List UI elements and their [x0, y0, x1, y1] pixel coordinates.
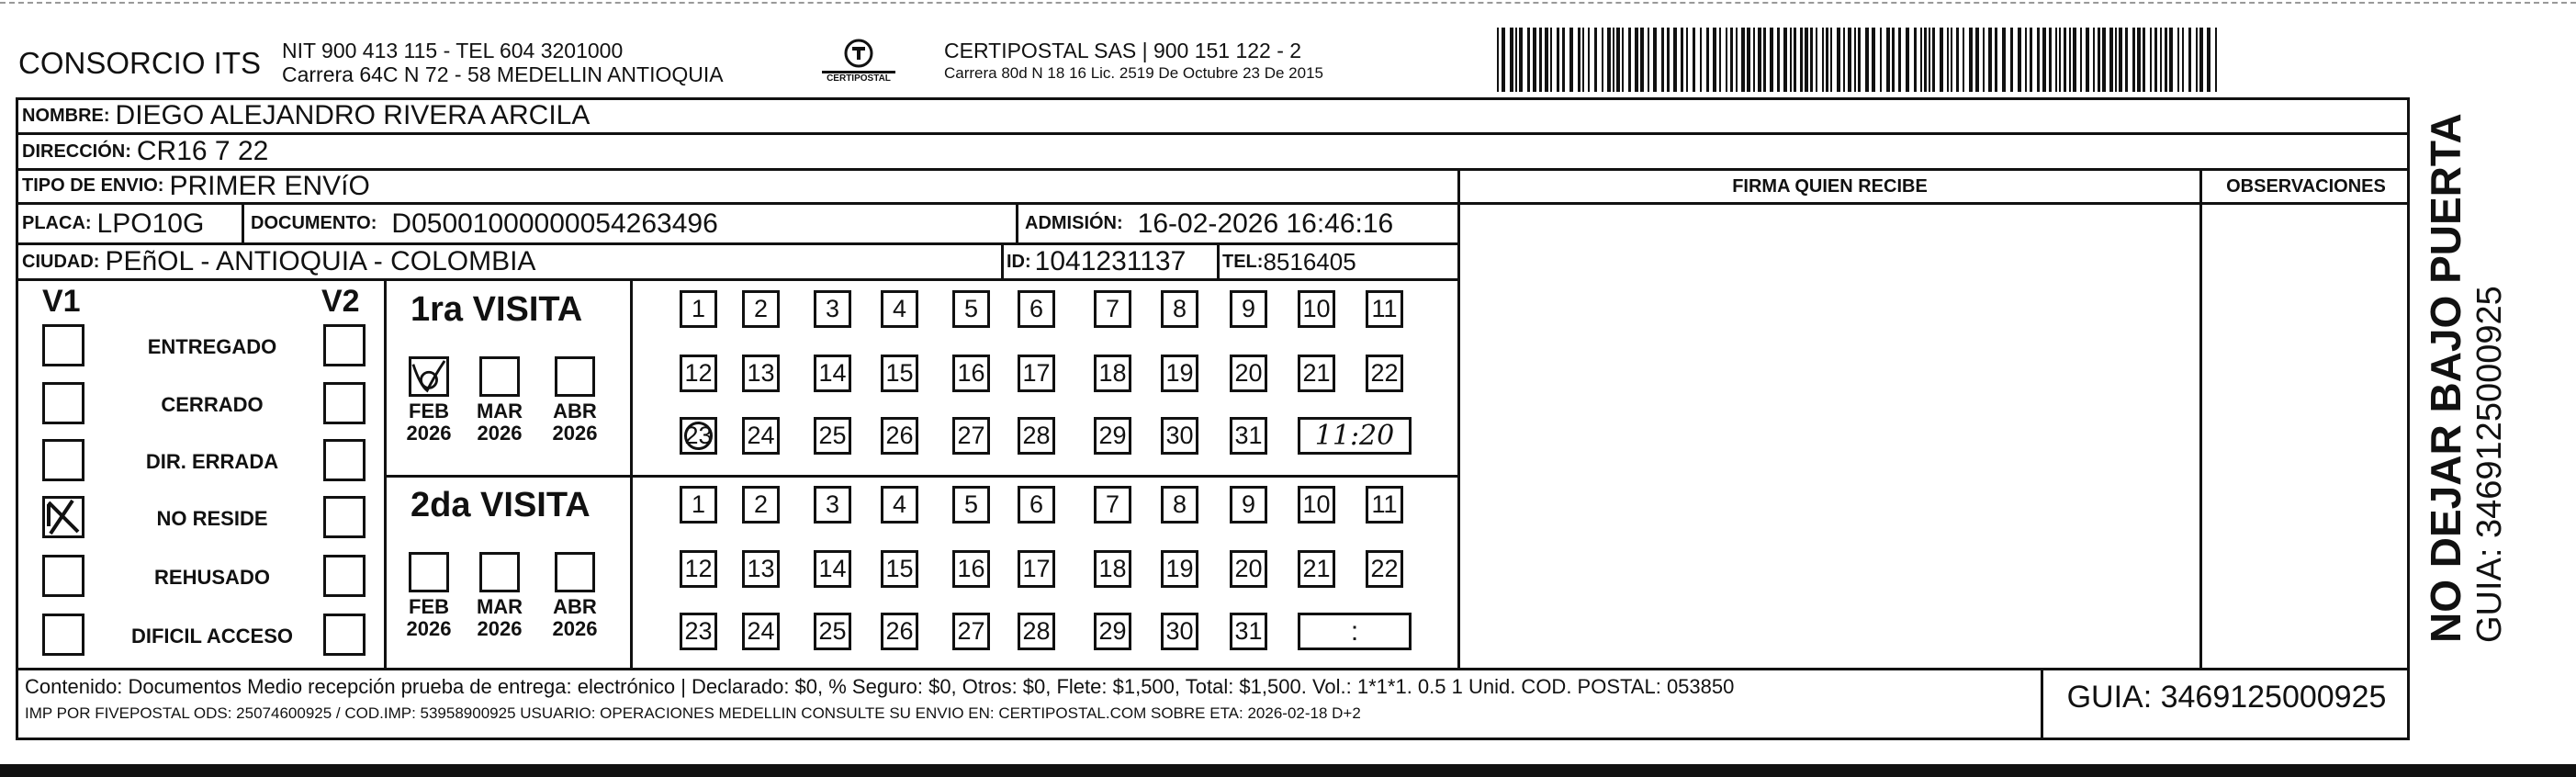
barcode-bar — [2098, 28, 2100, 92]
barcode-bar — [1794, 28, 1796, 92]
barcode-bar — [1865, 28, 1869, 92]
barcode-bar — [1790, 28, 1792, 92]
tipo-value: PRIMER ENVíO — [169, 170, 370, 201]
barcode-bar — [1747, 28, 1750, 92]
placa-value: LPO10G — [96, 208, 205, 239]
month-label: ABR — [553, 400, 597, 422]
month-label: MAR — [476, 595, 523, 618]
barcode-bar — [2132, 28, 2135, 92]
visit-title: 2da VISITA — [411, 486, 591, 524]
day-box[interactable]: 9 — [1230, 486, 1267, 524]
day-box[interactable]: 21 — [1298, 355, 1335, 392]
day-box[interactable]: 18 — [1094, 355, 1131, 392]
barcode-bar — [1920, 28, 1922, 92]
barcode-bar — [1613, 28, 1614, 92]
barcode-bar — [1533, 28, 1536, 92]
day-box[interactable]: 25 — [814, 613, 851, 650]
day-box[interactable]: 6 — [1018, 290, 1055, 328]
day-box[interactable]: 16 — [952, 355, 990, 392]
id-row — [1007, 245, 1186, 278]
ciudad-row — [22, 245, 535, 278]
barcode-bar — [1726, 28, 1727, 92]
barcode-bar — [1988, 28, 1992, 92]
barcode-bar — [1502, 28, 1505, 92]
status-label: REHUSADO — [154, 566, 270, 589]
barcode-bar — [2069, 28, 2071, 92]
placa-label: PLACA: — [22, 213, 92, 233]
day-box[interactable]: 5 — [952, 290, 990, 328]
barcode-bar — [1872, 28, 1875, 92]
barcode-bar — [2160, 28, 2162, 92]
day-box[interactable]: 31 — [1230, 417, 1267, 455]
v1-checkbox[interactable] — [42, 439, 84, 481]
barcode-bar — [1640, 28, 1644, 92]
v2-checkbox[interactable] — [323, 324, 366, 366]
month-label: MAR — [476, 400, 523, 422]
barcode-bar — [1741, 28, 1745, 92]
barcode-bar — [1582, 28, 1584, 92]
day-box[interactable]: 3 — [814, 290, 851, 328]
month-label: ABR — [553, 595, 597, 618]
barcode-bar — [1519, 28, 1523, 92]
nombre-value: DIEGO ALEJANDRO RIVERA ARCILA — [115, 100, 591, 130]
nombre-label: NOMBRE: — [22, 105, 110, 126]
barcode-bar — [1527, 28, 1530, 92]
barcode-bar — [1858, 28, 1861, 92]
no-dejar-text: NO DEJAR BAJO PUERTA — [2422, 113, 2469, 643]
barcode-bar — [2119, 28, 2122, 92]
day-box[interactable]: 21 — [1298, 550, 1335, 588]
barcode-bar — [2055, 28, 2057, 92]
day-box[interactable]: 28 — [1018, 417, 1055, 455]
documento-label: DOCUMENTO: — [251, 213, 377, 233]
barcode-bar — [2188, 28, 2191, 92]
barcode-bar — [1562, 28, 1565, 92]
month-year: 2026 — [406, 617, 452, 640]
tel-value: 8516405 — [1263, 247, 1356, 276]
barcode-bar — [1947, 28, 1949, 92]
day-box[interactable]: 26 — [881, 417, 918, 455]
day-box[interactable]: 30 — [1161, 613, 1198, 650]
barcode-bar — [2025, 28, 2027, 92]
barcode-bar — [1843, 28, 1845, 92]
day-box[interactable]: 7 — [1094, 486, 1131, 524]
day-box[interactable]: 20 — [1230, 550, 1267, 588]
visit-title: 1ra VISITA — [411, 290, 583, 329]
day-box[interactable]: 9 — [1230, 290, 1267, 328]
barcode-bar — [1730, 28, 1733, 92]
v2-checkbox[interactable] — [323, 496, 366, 538]
barcode-bar — [1830, 28, 1832, 92]
day-box[interactable]: 15 — [881, 355, 918, 392]
day-box[interactable]: 10 — [1298, 486, 1335, 524]
id-label: ID: — [1007, 251, 1031, 272]
day-box[interactable]: 27 — [952, 613, 990, 650]
barcode-bar — [1706, 28, 1709, 92]
barcode-bar — [2215, 28, 2217, 92]
status-label: DIFICIL ACCESO — [130, 625, 293, 648]
day-box[interactable]: 14 — [814, 355, 851, 392]
barcode-bar — [1940, 28, 1943, 92]
barcode-bar — [1770, 28, 1773, 92]
month-checkbox[interactable] — [555, 356, 595, 397]
barcode-bar — [2037, 28, 2040, 92]
day-box[interactable]: 7 — [1094, 290, 1131, 328]
time-field[interactable]: : — [1298, 613, 1412, 650]
day-box[interactable]: 6 — [1018, 486, 1055, 524]
day-box[interactable]: 11 — [1366, 290, 1403, 328]
day-box[interactable]: 15 — [881, 550, 918, 588]
day-box[interactable]: 29 — [1094, 417, 1131, 455]
day-box[interactable]: 4 — [881, 486, 918, 524]
day-box[interactable]: 12 — [680, 355, 717, 392]
barcode-bar — [2154, 28, 2157, 92]
barcode-bar — [2002, 28, 2006, 92]
barcode-bar — [1622, 28, 1624, 92]
day-box[interactable]: 5 — [952, 486, 990, 524]
barcode-bar — [2018, 28, 2021, 92]
logo-text: CERTIPOSTAL — [827, 73, 891, 84]
v1-checkbox[interactable] — [42, 555, 84, 597]
day-box[interactable]: 4 — [881, 290, 918, 328]
barcode-bar — [1969, 28, 1973, 92]
documento-value: D05001000000054263496 — [391, 208, 718, 239]
barcode-bar — [1686, 28, 1688, 92]
side-text — [2422, 113, 2559, 643]
month-checkbox[interactable] — [409, 356, 449, 397]
barcode-bar — [1607, 28, 1611, 92]
status-label: DIR. ERRADA — [145, 450, 279, 473]
barcode-bar — [1763, 28, 1766, 92]
month-year: 2026 — [552, 617, 598, 640]
day-box[interactable]: 3 — [814, 486, 851, 524]
barcode-bar — [2049, 28, 2052, 92]
documento-row — [251, 205, 718, 242]
barcode-bar — [1497, 28, 1499, 92]
id-value: 1041231137 — [1034, 246, 1187, 276]
day-mark-icon — [684, 422, 713, 450]
day-box[interactable]: 19 — [1161, 355, 1198, 392]
month-checkbox[interactable] — [409, 552, 449, 592]
barcode-bar — [1545, 28, 1548, 92]
barcode-bar — [1635, 28, 1638, 92]
placa-row — [22, 205, 204, 242]
day-box[interactable]: 8 — [1161, 486, 1198, 524]
day-box[interactable]: 29 — [1094, 613, 1131, 650]
barcode-bar — [1854, 28, 1856, 92]
barcode-bar — [1983, 28, 1985, 92]
barcode-bar — [1681, 28, 1683, 92]
status-label: ENTREGADO — [147, 335, 277, 358]
barcode-bar — [1736, 28, 1738, 92]
barcode-bar — [1578, 28, 1580, 92]
ciudad-label: CIUDAD: — [22, 251, 100, 272]
barcode-bar — [2080, 28, 2082, 92]
day-box[interactable]: 8 — [1161, 290, 1198, 328]
barcode-bar — [1648, 28, 1649, 92]
barcode-bar — [2086, 28, 2089, 92]
day-box[interactable]: 19 — [1161, 550, 1198, 588]
barcode-bar — [1758, 28, 1761, 92]
admision-label: ADMISIÓN: — [1025, 213, 1123, 233]
barcode-bar — [1602, 28, 1603, 92]
admision-value: 16-02-2026 16:46:16 — [1137, 208, 1394, 239]
footer-guia: GUIA: 3469125000925 — [2066, 680, 2387, 715]
barcode-bar — [1653, 28, 1657, 92]
barcode-bar — [1924, 28, 1927, 92]
v1-checkbox[interactable] — [42, 324, 84, 366]
company-address: Carrera 64C N 72 - 58 MEDELLIN ANTIOQUIA — [282, 62, 724, 86]
barcode-bar — [2042, 28, 2046, 92]
month-label: FEB — [409, 595, 449, 618]
day-box[interactable]: 17 — [1018, 550, 1055, 588]
barcode-bar — [1837, 28, 1840, 92]
day-box[interactable]: 1 — [680, 486, 717, 524]
barcode-bar — [1719, 28, 1721, 92]
barcode-bar — [1510, 28, 1513, 92]
time-field[interactable]: 11:20 — [1298, 417, 1412, 455]
barcode-bar — [1673, 28, 1677, 92]
barcode-bar — [1963, 28, 1964, 92]
barcode-bar — [1693, 28, 1695, 92]
x-mark-icon — [45, 499, 82, 535]
barcode-bar — [1995, 28, 1997, 92]
barcode-bar — [1886, 28, 1890, 92]
barcode-bar — [1892, 28, 1895, 92]
day-box[interactable]: 10 — [1298, 290, 1335, 328]
barcode-bar — [1515, 28, 1517, 92]
day-box[interactable]: 23 — [680, 613, 717, 650]
barcode-bar — [1800, 28, 1803, 92]
admision-row — [1025, 205, 1393, 242]
day-box[interactable]: 22 — [1366, 550, 1403, 588]
month-year: 2026 — [552, 422, 598, 445]
barcode-bar — [1826, 28, 1828, 92]
status-label: NO RESIDE — [156, 507, 268, 530]
barcode-bar — [1667, 28, 1670, 92]
day-box[interactable]: 27 — [952, 417, 990, 455]
tel-row — [1222, 245, 1356, 278]
v1-checkbox[interactable] — [42, 382, 84, 424]
status-label: CERRADO — [161, 393, 264, 416]
barcode-bar — [2207, 28, 2210, 92]
cut-line — [0, 2, 2576, 4]
day-box[interactable]: 1 — [680, 290, 717, 328]
v1-checkbox[interactable] — [42, 496, 84, 538]
day-box[interactable]: 20 — [1230, 355, 1267, 392]
company-name: CONSORCIO ITS — [18, 46, 262, 80]
barcode-bar — [1906, 28, 1909, 92]
day-box[interactable]: 28 — [1018, 613, 1055, 650]
day-box[interactable]: 31 — [1230, 613, 1267, 650]
barcode — [1497, 28, 2222, 92]
ciudad-value: PEñOL - ANTIOQUIA - COLOMBIA — [105, 246, 536, 276]
barcode-bar — [1914, 28, 1917, 92]
barcode-bar — [1594, 28, 1597, 92]
barcode-bar — [1628, 28, 1631, 92]
month-checkbox[interactable] — [479, 552, 520, 592]
firma-header: FIRMA QUIEN RECIBE — [1732, 176, 1928, 197]
day-box[interactable]: 13 — [742, 355, 780, 392]
certipostal-logo — [813, 37, 905, 88]
barcode-bar — [1588, 28, 1590, 92]
license-line: Carrera 80d N 18 16 Lic. 2519 De Octubre 23 De 2015 — [944, 64, 1323, 82]
direccion-row — [22, 135, 268, 168]
barcode-bar — [2196, 28, 2198, 92]
barcode-bar — [1848, 28, 1851, 92]
imp-line: IMP POR FIVEPOSTAL ODS: 25074600925 / COD.IMP: 53958900925 USUARIO: OPERACIONES MEDELLIN CONSULTE SU ENVIO EN: CERTIPOSTAL.COM SOBRE ETA: 2026-02-18 D+2 — [25, 704, 1361, 722]
side-guia: GUIA: 3469125000925 — [2470, 286, 2509, 643]
company-nit: NIT 900 413 115 - TEL 604 3201000 — [282, 39, 624, 62]
barcode-bar — [1956, 28, 1959, 92]
direccion-value: CR16 7 22 — [136, 136, 269, 166]
v2-checkbox[interactable] — [323, 439, 366, 481]
day-box[interactable]: 13 — [742, 550, 780, 588]
barcode-bar — [2109, 28, 2113, 92]
barcode-bar — [1810, 28, 1813, 92]
day-box[interactable]: 26 — [881, 613, 918, 650]
barcode-bar — [2169, 28, 2173, 92]
barcode-bar — [1713, 28, 1716, 92]
barcode-bar — [1616, 28, 1620, 92]
day-box[interactable]: 22 — [1366, 355, 1403, 392]
v2-checkbox[interactable] — [323, 555, 366, 597]
barcode-bar — [1898, 28, 1901, 92]
day-box[interactable]: 17 — [1018, 355, 1055, 392]
month-year: 2026 — [477, 422, 523, 445]
barcode-bar — [1822, 28, 1824, 92]
day-box[interactable]: 30 — [1161, 417, 1198, 455]
barcode-bar — [1951, 28, 1952, 92]
barcode-bar — [1557, 28, 1559, 92]
day-box[interactable]: 14 — [814, 550, 851, 588]
barcode-bar — [2150, 28, 2152, 92]
month-year: 2026 — [477, 617, 523, 640]
barcode-bar — [2165, 28, 2167, 92]
day-box[interactable]: 25 — [814, 417, 851, 455]
direccion-label: DIRECCIÓN: — [22, 141, 131, 162]
v1-checkbox[interactable] — [42, 614, 84, 656]
barcode-bar — [2125, 28, 2128, 92]
barcode-bar — [1783, 28, 1787, 92]
barcode-bar — [1777, 28, 1780, 92]
day-box[interactable]: 23 — [680, 417, 717, 455]
barcode-bar — [2199, 28, 2203, 92]
barcode-bar — [2059, 28, 2061, 92]
barcode-bar — [2073, 28, 2076, 92]
barcode-bar — [2030, 28, 2032, 92]
day-box[interactable]: 24 — [742, 613, 780, 650]
v1-label: V1 — [42, 284, 81, 319]
check-mark-icon — [411, 359, 446, 394]
bottom-band — [0, 764, 2576, 777]
day-box[interactable]: 2 — [742, 290, 780, 328]
barcode-bar — [2137, 28, 2141, 92]
barcode-bar — [2143, 28, 2145, 92]
month-checkbox[interactable] — [555, 552, 595, 592]
day-box[interactable]: 12 — [680, 550, 717, 588]
barcode-bar — [1550, 28, 1552, 92]
barcode-bar — [2177, 28, 2179, 92]
barcode-bar — [1700, 28, 1702, 92]
barcode-bar — [1880, 28, 1882, 92]
month-label: FEB — [409, 400, 449, 422]
barcode-bar — [1975, 28, 1979, 92]
v2-checkbox[interactable] — [323, 614, 366, 656]
v2-label: V2 — [321, 284, 360, 319]
barcode-bar — [1932, 28, 1935, 92]
day-box[interactable]: 24 — [742, 417, 780, 455]
barcode-bar — [2064, 28, 2066, 92]
observaciones-header: OBSERVACIONES — [2226, 176, 2386, 197]
barcode-bar — [1753, 28, 1755, 92]
barcode-bar — [1661, 28, 1664, 92]
barcode-bar — [2182, 28, 2184, 92]
day-box[interactable]: 16 — [952, 550, 990, 588]
barcode-bar — [1539, 28, 1542, 92]
v2-checkbox[interactable] — [323, 382, 366, 424]
tipo-row — [22, 170, 370, 202]
day-box[interactable]: 2 — [742, 486, 780, 524]
barcode-bar — [2102, 28, 2106, 92]
day-box[interactable]: 11 — [1366, 486, 1403, 524]
nombre-row — [22, 99, 590, 132]
day-box[interactable]: 18 — [1094, 550, 1131, 588]
tel-label: TEL: — [1222, 251, 1264, 272]
month-checkbox[interactable] — [479, 356, 520, 397]
barcode-bar — [1929, 28, 1930, 92]
contenido-line: Contenido: Documentos Medio recepción prueba de entrega: electrónico | Declarado: $0, % Seguro: $0, Otros: $0, Flete: $1,500, Total: $1,500. Vol.: 1*1*1. 0.5 1 Unid. COD. POSTAL: 053850 — [25, 675, 1735, 698]
barcode-bar — [2010, 28, 2013, 92]
barcode-bar — [1569, 28, 1573, 92]
tipo-label: TIPO DE ENVIO: — [22, 175, 164, 196]
barcode-bar — [2093, 28, 2095, 92]
barcode-bar — [2115, 28, 2117, 92]
certipostal-line: CERTIPOSTAL SAS | 900 151 122 - 2 — [944, 39, 1302, 62]
barcode-bar — [1805, 28, 1808, 92]
month-year: 2026 — [406, 422, 452, 445]
barcode-bar — [1816, 28, 1817, 92]
